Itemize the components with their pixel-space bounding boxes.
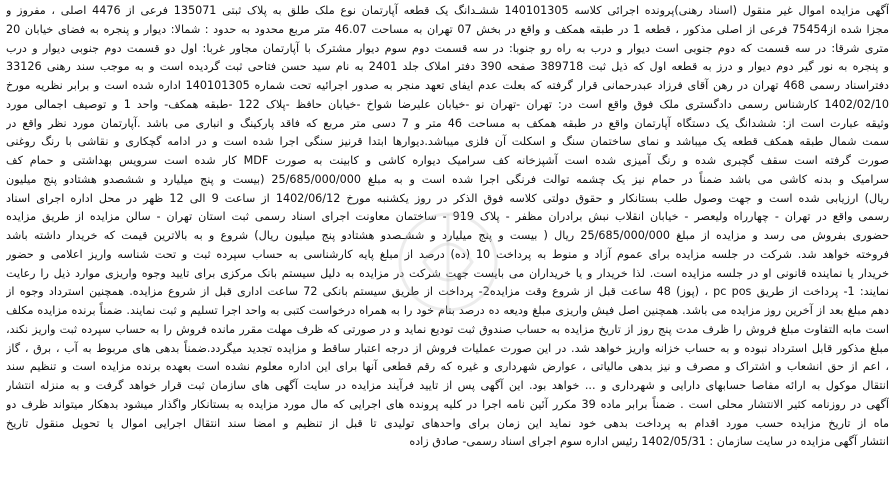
notice-line-18: است مابه التفاوت مبلغ فروش را ظرف مدت پنج روز از تاریخ مزایده به حساب صندوق ثبت تودیع نماید و در صورتی که ظرف مهلت مقرر مانده فروش را به حساب سپرده ثبت واریز نکند، — [6, 322, 889, 336]
notice-line-7: وثیقه عبارت است از: ششدانگ یک دستگاه آپارتمان واقع در طبقه همکف به مساحت 46 متر و 7 دسی متر مربع که فاقد پارکینگ و انباری می باشد .آپارتمان مورد نظر واقع در — [6, 116, 889, 130]
notice-line-23: ماه از تاریخ مزایده حسب مورد اقدام به پرداخت بدهی خود نماید این زمان برای واحدهای تولیدی تا قبل از تنظیم و امضا سند انتقال اجرایی اموال یا تحویل منقول تاریخ — [6, 416, 889, 430]
notice-line-10: سرامیک و بدنه کاشی می باشد ضمناً در حمام نیز یک چشمه توالت فرنگی اجرا شده است و به مبلغ 25/685/000/000 (بیست و پنج میلیارد و ششصدو هشتادو پنج میلیون — [6, 172, 889, 186]
auction-notice — [6, 2, 889, 489]
notice-line-22: آگهی در روزنامه کثیر الانتشار محلی است . ضمناً برابر ماده 39 مکرر آئین نامه اجرا در کلیه پرونده های اجرایی که مال مورد مزایده به بستانکار واگذار میشود بدهکار میتواند ظرف دو — [6, 397, 889, 411]
notice-line-17: دهم مبلغ بعد از آخرین روز مزایده می باشد. همچنین اصل فیش واریزی مبلغ ودیعه ده درصد بنام خود را به همراه درخواست کتبی به واحد اجرا تسلیم و ثبت نمایند. ضمناً برنده مزایده مکلف — [6, 304, 889, 317]
notice-line-19: مبلغ مذکور قابل استرداد نبوده و به حساب خزانه واریز خواهد شد. در این صورت عملیات فروش از درجه اعتبار ساقط و مزایده تجدید میگردد.ضمناً بدهی های مربوط به آب ، برق ، گاز — [6, 341, 889, 355]
notice-line-1: آگهی مزایده اموال غیر منقول (اسناد رهنی)پرونده اجرائی کلاسه 140101305 ششـدانگ یک قطعه آپارتمان نوع ملک طلق به پلاک ثبتی 135071 فرعی از 4476 اصلی ، مفروز و — [6, 4, 889, 17]
notice-line-15: خریدار یا نماینده قانونی او در جلسه مزایده است. لذا خریدار و یا خریداران می بایست جهت شرکت در مزایده به دلیل سیستم بانک مرکزی برای تایید وجوه واریزی موارد ذیل را رعایت — [6, 266, 889, 280]
notice-line-20: ، اعم از حق انشعاب و اشتراک و مصرف و نیز بدهی مالیاتی ، عوارض شهرداری و غیره که رقم قطعی آنها برای این اداره معلوم نشده است بعهده برنده مزایده است و تنظیم سند — [6, 360, 889, 374]
notice-line-2: مجزا شده از75454 فرعی از اصلی مذکور ، قطعه 1 در طبقه همکف و واقع در بخش 07 تهران به مساحت 46.07 متر مربع محدود به حدود : شمالا: دیوار و پنجره به فضای خیابان 20 — [6, 22, 889, 36]
notice-line-8: سمت شمال طبقه همکف قطعه یک میباشد و نمای ساختمان سنگ و اسکلت آن فلزی میباشد.دیوارها ابتدا قرنیز سنگی اجرا شده است و در ادامه گچکاری و نقاشی با رنگ روغنی — [6, 135, 889, 149]
notice-line-21: انتقال موکول به ارائه مفاصا حسابهای دارایی و شهرداری و ... خواهد بود. این آگهی پس از تایید فرآیند مزایده در سایت آگهی های سازمان ثبت قرار خواهد گرفت و به منزله انتشار — [6, 379, 889, 392]
notice-line-6: 1402/02/10 کارشناس رسمی دادگستری ملک فوق واقع است در: تهران -تهران نو -خیابان علیرضا شواخ -خیابان حافظ -پلاک 122 -طبقه همکف- واحد 1 و توصیف اجمالی مورد — [6, 97, 889, 111]
notice-line-5: دفتراسناد رسمی 468 تهران در رهن آقای فرزاد عبدرحمانی قرار گرفته که بعلت عدم ایفای تعهد منجر به صدور اجرائیه تحت شماره 140101305 اداره شده است و برابر نظریه مورخ — [6, 79, 889, 92]
notice-line-16: نمایند: 1- پرداخت از طریق pc pos ، (پوز) 48 ساعت قبل از شروع وقت مزایده2- پرداخت از طریق سیستم بانکی 72 ساعت اداری قبل از شروع مزایده. همچنین استرداد وجوه از — [6, 285, 889, 299]
notice-line-12: رسمی واقع در تهران - چهارراه ولیعصر - خیابان انقلاب نبش برادران مظفر - پلاک 919 - ساختمان معاونت اجرای اسناد رسمی ثبت استان تهران - سالن مزایده از طریق مزایده — [6, 210, 889, 224]
notice-line-11: ریال) ارزیابی شده است و جهت وصول طلب بستانکار و حقوق دولتی کلاسه فوق الذکر در روز یکشنبه مورخ 1402/06/12 از ساعت 9 الی 12 ظهر در محل اداره اجرای اسناد — [6, 191, 889, 205]
notice-line-24: انتشار آگهی مزایده در سایت سازمان : 1402/05/31 رئیس اداره سوم اجرای اسناد رسمی- صادق زاده — [409, 435, 889, 449]
notice-line-4: و پنجره به نور گیر دوم دیوار و درز به قطعه اول که ذیل ثبت 389718 صفحه 390 دفتر املاک جلد 2401 به نام سید حسن فتاحی ثبت گردیده است و به موجب سند رهنی 33126 — [6, 60, 889, 74]
notice-line-14: فروخته خواهد شد. شرکت در جلسه مزایده برای عموم آزاد و منوط به پرداخت 10 (ده) درصد از مبلغ پایه کارشناسی به حساب سپرده ثبت و تحت شناسه واریز اعلامی و حضور — [6, 247, 889, 261]
notice-line-3: متری شرقا: در سه قسمت که دوم جنوبی است دیوار و درب به راه رو جنوبا: در سه قسمت دوم سوم دیوار مشترک با آپارتمان مجاور غربا: اول دو قسمت دوم جنوبی دیوار و درب — [6, 41, 889, 55]
notice-line-13: حضوری بفروش می رسد و مزایده از مبلغ 25/685/000/000 ریال ( بیست و پنج میلیارد و ششـصدو هشتادو پنج میلیون ریال) شروع و به بالاترین قیمت که خریدار داشته باشد — [6, 229, 889, 242]
notice-line-9: صورت گرفته است سقف گچبری شده و رنگ آمیزی شده است آشپزخانه کف سرامیک دیواره کاشی و کابینت به صورت MDF کار شده است سرویس بهداشتی و حمام کف — [6, 154, 889, 167]
